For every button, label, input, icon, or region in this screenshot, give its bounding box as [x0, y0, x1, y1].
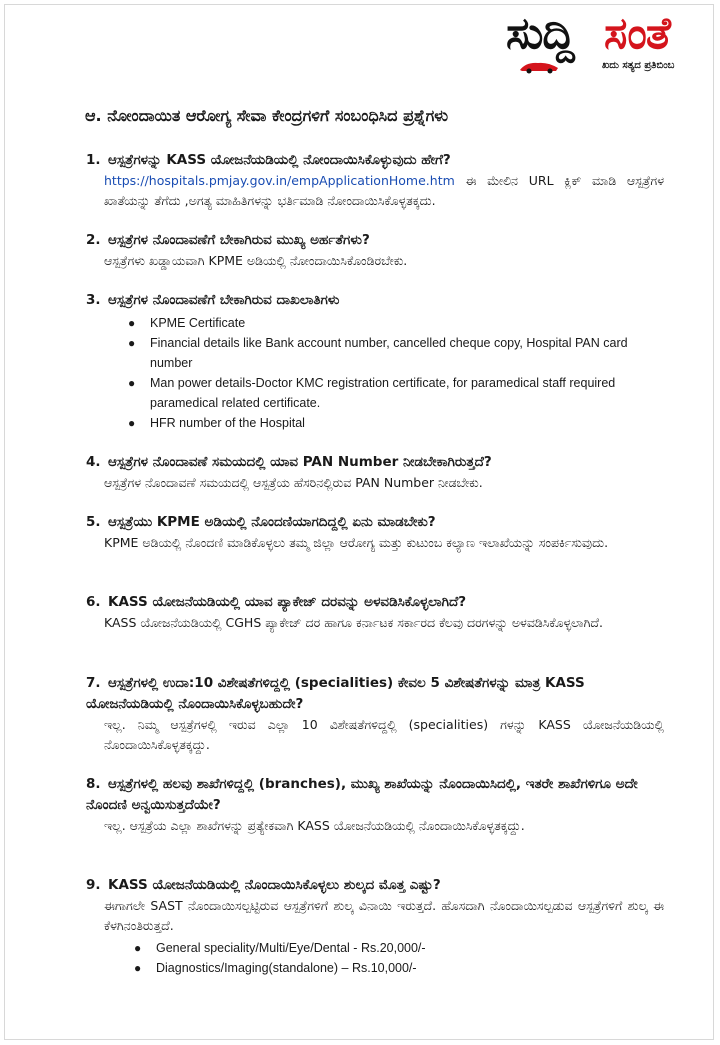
faq-item-5 [86, 512, 664, 553]
logo-tagline: ಖದು ಸತ್ಯದ ಪ್ರತಿಬಿಂಬ [602, 60, 675, 71]
faq-item-3 [86, 290, 664, 433]
list-item: ● Diagnostics/Imaging(standalone) – Rs.10,000/- [134, 961, 417, 975]
faq-item-1 [86, 150, 664, 211]
question: 7. ಆಸ್ಪತ್ರೆಗಳಲ್ಲಿ ಉದಾ:10 ವಿಶೇಷತೆಗಳಿದ್ದಲ್ಲಿ (specialities) ಕೇವಲ 5 ವಿಶೇಷತೆಗಳನ್ನು ಮಾತ್ರ KASS ಯೋಜನೆಯಡಿಯಲ್ಲಿ ನೊಂದಾಯಿಸಿಕೊಳ್ಳಬಹುದೇ? [86, 675, 585, 712]
section-heading: ಆ. ನೋಂದಾಯಿತ ಆರೋಗ್ಯ ಸೇವಾ ಕೇಂದ್ರಗಳಿಗೆ ಸಂಬಂಧಿಸಿದ ಪ್ರಶ್ನೆಗಳು [85, 106, 449, 125]
list-item: ● Financial details like Bank account number, cancelled cheque copy, Hospital PAN card number [128, 336, 628, 370]
registration-link[interactable]: https://hospitals.pmjay.gov.in/empApplicationHome.htm [104, 173, 455, 188]
question: 2. ಆಸ್ಪತ್ರೆಗಳ ನೊಂದಾವಣೆಗೆ ಬೇಕಾಗಿರುವ ಮುಖ್ಯ ಅರ್ಹತೆಗಳು? [86, 232, 370, 248]
faq-item-6 [86, 592, 664, 633]
fee-list [86, 938, 664, 978]
documents-list [86, 313, 664, 433]
answer: ಆಸ್ಪತ್ರೆಗಳು ಖಡ್ಡಾಯವಾಗಿ KPME ಅಡಿಯಲ್ಲಿ ನೋಂದಾಯಿಸಿಕೊಂಡಿರಬೇಕು. [104, 253, 408, 268]
logo-word-sante: ಸಂತೆ [604, 8, 670, 59]
faq-item-2 [86, 230, 664, 271]
list-item: ● General speciality/Multi/Eye/Dental - Rs.20,000/- [134, 941, 426, 955]
question: 6. KASS ಯೋಜನೆಯಡಿಯಲ್ಲಿ ಯಾವ ಪ್ಯಾಕೇಜ್ ದರವನ್ನು ಅಳವಡಿಸಿಕೊಳ್ಳಲಾಗಿದೆ? [86, 594, 467, 610]
answer: ಈಗಾಗಲೇ SAST ನೊಂದಾಯಿಸಲ್ಪಟ್ಟಿರುವ ಆಸ್ಪತ್ರೆಗಳಿಗೆ ಶುಲ್ಕ ವಿನಾಯಿ ಇರುತ್ತದೆ. ಹೊಸದಾಗಿ ನೊಂದಾಯಿಸಲ್ಪಡುವ ಆಸ್ಪತ್ರೆಗಳಿಗೆ ಶುಲ್ಕ ಈ ಕೆಳಗಿನಂತಿರುತ್ತದೆ. [104, 898, 664, 933]
answer: ಇಲ್ಲ. ನಿಮ್ಮ ಆಸ್ಪತ್ರೆಗಳಲ್ಲಿ ಇರುವ ಎಲ್ಲಾ 10 ವಿಶೇಷತೆಗಳಿದ್ದಲ್ಲಿ (specialities) ಗಳನ್ನು KASS ಯೋಜನೆಯಡಿಯಲ್ಲಿ ನೊಂದಾಯಿಸಿಕೊಳ್ಳತಕ್ಕದ್ದು. [104, 717, 664, 752]
car-icon [518, 58, 562, 74]
answer: https://hospitals.pmjay.gov.in/empApplicationHome.htm ಈ ಮೇಲಿನ URL ಕ್ಲಿಕ್ ಮಾಡಿ ಆಸ್ಪತ್ರೆಗಳ ಖಾತೆಯನ್ನು ತೆಗೆದು ,ಅಗತ್ಯ ಮಾಹಿತಿಗಳನ್ನು ಭರ್ತಿಮಾಡಿ ನೋಂದಾಯಿಸಿಕೊಳ್ಳತಕ್ಕದು. [104, 173, 664, 208]
answer: ಆಸ್ಪತ್ರೆಗಳ ನೊಂದಾವಣೆ ಸಮಯದಲ್ಲಿ ಆಸ್ಪತ್ರೆಯ ಹೆಸರಿನಲ್ಲಿರುವ PAN Number ನೀಡಬೇಕು. [104, 475, 483, 490]
logo [506, 8, 706, 80]
logo-word-suddi: ಸುದ್ದಿ [506, 8, 574, 59]
faq-item-9 [86, 875, 664, 978]
faq-item-4 [86, 452, 664, 493]
question: 1. ಆಸ್ಪತ್ರೆಗಳನ್ನು KASS ಯೋಜನೆಯಡಿಯಲ್ಲಿ ನೋಂದಾಯಿಸಿಕೊಳ್ಳುವುದು ಹೇಗೆ? [86, 152, 451, 168]
question: 5. ಆಸ್ಪತ್ರೆಯು KPME ಅಡಿಯಲ್ಲಿ ನೊಂದಣಿಯಾಗದಿದ್ದಲ್ಲಿ ಏನು ಮಾಡಬೇಕು? [86, 514, 436, 530]
question: 4. ಆಸ್ಪತ್ರೆಗಳ ನೊಂದಾವಣೆ ಸಮಯದಲ್ಲಿ ಯಾವ PAN Number ನೀಡಬೇಕಾಗಿರುತ್ತದೆ? [86, 454, 492, 470]
answer: ಇಲ್ಲ. ಆಸ್ಪತ್ರೆಯ ಎಲ್ಲಾ ಶಾಖೆಗಳನ್ನು ಪ್ರತ್ಯೇಕವಾಗಿ KASS ಯೋಜನೆಯಡಿಯಲ್ಲಿ ನೊಂದಾಯಿಸಿಕೊಳ್ಳತಕ್ಕದ್ದು. [104, 818, 525, 833]
list-item: ● HFR number of the Hospital [128, 416, 305, 430]
faq-item-7 [86, 673, 664, 755]
list-item: ● Man power details-Doctor KMC registration certificate, for paramedical staff required paramedical related certificate. [128, 376, 616, 410]
faq-item-8 [86, 774, 664, 836]
question: 3. ಆಸ್ಪತ್ರೆಗಳ ನೊಂದಾವಣೆಗೆ ಬೇಕಾಗಿರುವ ದಾಖಲಾತಿಗಳು [86, 292, 340, 308]
question: 9. KASS ಯೋಜನೆಯಡಿಯಲ್ಲಿ ನೊಂದಾಯಿಸಿಕೊಳ್ಳಲು ಶುಲ್ಕದ ಮೊತ್ತ ಎಷ್ಟು? [86, 877, 441, 893]
answer: KASS ಯೋಜನೆಯಡಿಯಲ್ಲಿ CGHS ಪ್ಯಾಕೇಜ್ ದರ ಹಾಗೂ ಕರ್ನಾಟಕ ಸರ್ಕಾರದ ಕೆಲವು ದರಗಳನ್ನು ಅಳವಡಿಸಿಕೊಳ್ಳಲಾಗಿದೆ. [104, 615, 603, 630]
question: 8. ಆಸ್ಪತ್ರೆಗಳಲ್ಲಿ ಹಲವು ಶಾಖೆಗಳಿದ್ದಲ್ಲಿ (branches), ಮುಖ್ಯ ಶಾಖೆಯನ್ನು ನೊಂದಾಯಿಸಿದಲ್ಲಿ, ಇತರೇ ಶಾಖೆಗಳಿಗೂ ಅದೇ ನೊಂದಣಿ ಅನ್ವಯಿಸುತ್ತದೆಯೇ? [86, 776, 638, 813]
list-item: ● KPME Certificate [128, 316, 246, 330]
answer: KPME ಅಡಿಯಲ್ಲಿ ನೊಂದಣಿ ಮಾಡಿಕೊಳ್ಳಲು ತಮ್ಮ ಜಿಲ್ಲಾ ಆರೋಗ್ಯ ಮತ್ತು ಕುಟುಂಬ ಕಲ್ಯಾಣ ಇಲಾಖೆಯನ್ನು ಸಂಪರ್ಕಿಸುವುದು. [104, 535, 609, 550]
